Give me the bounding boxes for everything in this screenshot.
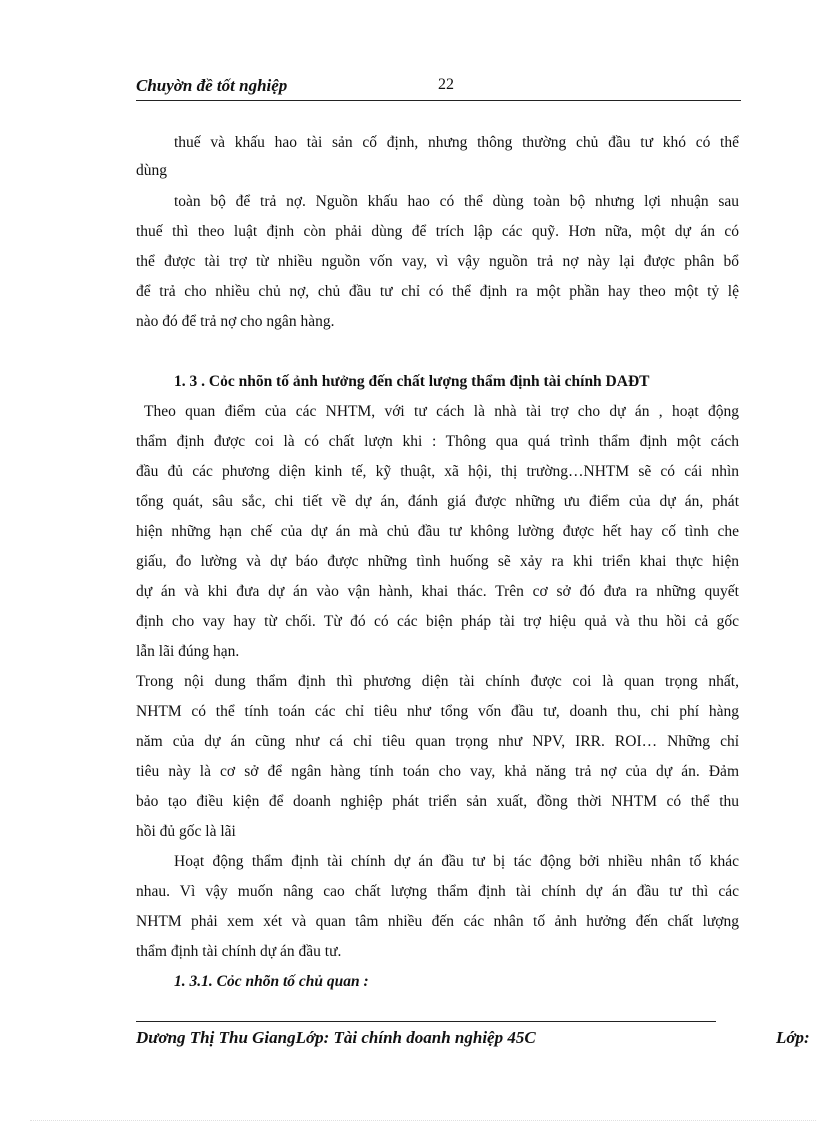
section-heading: 1. 3 . Cỏc nhõn tố ảnh hưởng đến chất lượng thẩm định tài chính DAĐT [174, 373, 650, 390]
page-header [136, 76, 741, 101]
footer-divider [136, 1021, 716, 1022]
text-line: lẫn lãi đúng hạn. [136, 643, 240, 660]
text-line: đầu đủ các phương diện kinh tế, kỹ thuật, xã hội, thị trường…NHTM sẽ có cái nhìn [136, 463, 739, 480]
text-line: thẩm định được coi là có chất lượn khi : Thông qua quá trình thẩm định một cách [136, 433, 739, 450]
text-line: tổng quát, sâu sắc, chi tiết về dự án, đánh giá được những ưu điểm của dự án, phát [136, 493, 739, 510]
text-line: dùng [136, 162, 167, 179]
page-number: 22 [438, 76, 454, 93]
text-line: thuế thì theo luật định còn phải dùng để trích lập các quỹ. Hơn nữa, một dự án có [136, 223, 739, 240]
footer-class-label: Lớp: [776, 1028, 810, 1047]
text-line: năm của dự án cũng như cá chỉ tiêu quan trọng như NPV, IRR. ROI… Những chỉ [136, 733, 739, 750]
text-line: NHTM có thể tính toán các chỉ tiêu như tổng vốn đầu tư, doanh thu, chi phí hàng [136, 703, 739, 720]
text-line: bảo tạo điều kiện để doanh nghiệp phát triển sản xuất, đồng thời NHTM có thể thu [136, 793, 739, 810]
text-line: Trong nội dung thẩm định thì phương diện tài chính được coi là quan trọng nhất, [136, 673, 739, 690]
page-edge [30, 1120, 816, 1121]
text-line: NHTM phải xem xét và quan tâm nhiều đến các nhân tố ảnh hưởng đến chất lượng [136, 913, 739, 930]
text-line: dự án và khi đưa dự án vào vận hành, khai thác. Trên cơ sở đó đưa ra những quyết [136, 583, 739, 600]
text-line: giấu, đo lường và dự báo được những tình huống sẽ xảy ra khi triển khai thực hiện [136, 553, 739, 570]
text-line: nào đó để trả nợ cho ngân hàng. [136, 313, 335, 330]
text-line: tiêu này là cơ sở để ngân hàng tính toán cho vay, khả năng trả nợ của dự án. Đảm [136, 763, 739, 780]
text-line: thể được tài trợ từ nhiều nguồn vốn vay, vì vậy nguồn trả nợ này lại được phân bổ [136, 253, 739, 270]
text-line: hiện những hạn chế của dự án mà chủ đầu tư không lường được hết hay cố tình che [136, 523, 739, 540]
text-line: định cho vay hay từ chối. Từ đó có các biện pháp tài trợ hiệu quả và thu hồi cả gốc [136, 613, 739, 630]
text-line: để trả cho nhiều chủ nợ, chủ đầu tư chỉ có thể định ra một phần hay theo một tỷ lệ [136, 283, 739, 300]
text-line: nhau. Vì vậy muốn nâng cao chất lượng thẩm định tài chính dự án đầu tư thì các [136, 883, 739, 900]
text-line: toàn bộ để trả nợ. Nguồn khấu hao có thể dùng toàn bộ nhưng lợi nhuận sau [174, 193, 739, 210]
subsection-heading: 1. 3.1. Cỏc nhõn tố chủ quan : [174, 973, 369, 990]
text-line: hồi đủ gốc là lãi [136, 823, 236, 840]
text-line: thẩm định tài chính dự án đầu tư. [136, 943, 342, 960]
text-line: Hoạt động thẩm định tài chính dự án đầu tư bị tác động bởi nhiều nhân tố khác [174, 853, 739, 870]
text-line: thuế và khấu hao tài sản cố định, nhưng thông thường chủ đầu tư khó có thể [174, 134, 739, 151]
document-title: Chuyờn đề tốt nghiệp [136, 76, 288, 95]
footer-author-class: Dương Thị Thu GiangLớp: Tài chính doanh nghiệp 45C [136, 1028, 536, 1047]
text-line: Theo quan điểm của các NHTM, với tư cách là nhà tài trợ cho dự án , hoạt động [144, 403, 739, 420]
